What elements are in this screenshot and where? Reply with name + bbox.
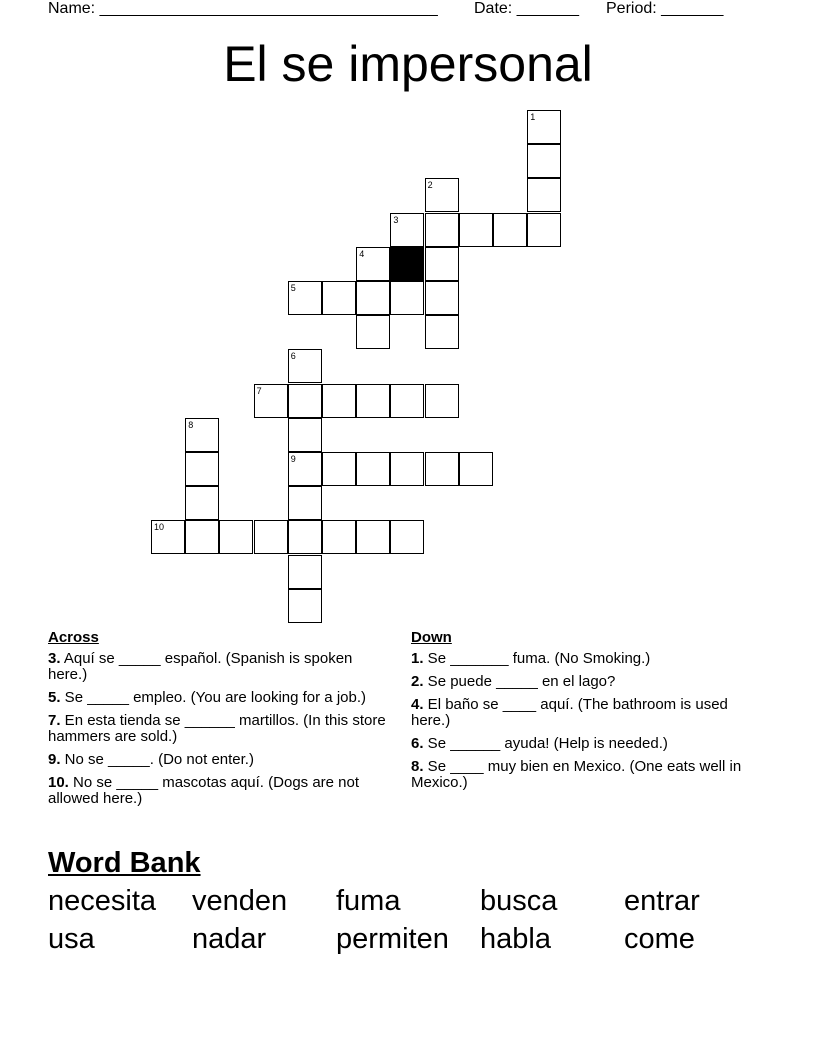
crossword-cell[interactable] <box>527 110 561 144</box>
crossword-cell[interactable] <box>459 213 493 247</box>
word-bank-word: come <box>624 923 695 955</box>
crossword-cell[interactable] <box>425 213 459 247</box>
clue-text: No se _____ mascotas aquí. (Dogs are not allowed here.) <box>48 774 360 807</box>
crossword-cell[interactable] <box>288 555 322 589</box>
clue-number-label: 7 <box>256 385 262 396</box>
clue-number-label: 5 <box>290 283 296 293</box>
crossword-cell[interactable] <box>425 281 459 315</box>
clue-number-label: 1 <box>530 112 536 122</box>
crossword-cell[interactable] <box>459 452 493 486</box>
word-bank-word: nadar <box>192 923 267 955</box>
name-field[interactable]: Name: ______________________________________ <box>48 0 438 17</box>
clue-text: Se puede _____ en el lago? <box>423 673 616 690</box>
crossword-cell[interactable] <box>151 520 185 554</box>
across-heading: Across <box>48 629 99 646</box>
clue-text: Se ______ ayuda! (Help is needed.) <box>423 735 668 752</box>
word-bank-word: usa <box>48 923 95 955</box>
crossword-cell[interactable] <box>425 247 459 281</box>
clue-number: 4. <box>411 696 424 713</box>
across-clue-9 <box>48 752 393 768</box>
crossword-cell[interactable] <box>390 452 424 486</box>
down-clue-4 <box>411 697 756 729</box>
down-clues <box>411 630 756 798</box>
clue-number: 9. <box>48 751 61 768</box>
down-heading: Down <box>411 629 452 646</box>
clue-number-label: 4 <box>359 248 365 259</box>
word-bank-word: permiten <box>336 923 449 955</box>
clue-text: En esta tienda se ______ martillos. (In this store hammers are sold.) <box>48 712 386 745</box>
clue-text: Se _______ fuma. (No Smoking.) <box>423 650 651 667</box>
clue-number-label: 8 <box>188 419 194 430</box>
crossword-cell[interactable] <box>185 486 219 520</box>
crossword-cell[interactable] <box>322 520 356 554</box>
word-bank-word: necesita <box>48 885 157 917</box>
crossword-cell[interactable] <box>288 486 322 520</box>
crossword-cell[interactable] <box>390 213 424 247</box>
crossword-cell[interactable] <box>288 384 322 418</box>
crossword-cell[interactable] <box>185 520 219 554</box>
crossword-cell[interactable] <box>356 315 390 349</box>
clue-number: 3. <box>48 650 61 667</box>
down-clue-2 <box>411 674 756 690</box>
clue-text: Aquí se _____ español. (Spanish is spoken here.) <box>48 650 353 683</box>
crossword-cell[interactable] <box>425 452 459 486</box>
word-bank-word: fuma <box>336 885 401 917</box>
clue-number: 5. <box>48 689 61 706</box>
clue-number: 1. <box>411 650 424 667</box>
crossword-cell[interactable] <box>185 418 219 452</box>
clue-number: 6. <box>411 735 424 752</box>
down-clue-1 <box>411 651 756 667</box>
crossword-cell[interactable] <box>425 178 459 212</box>
word-bank-title: Word Bank <box>48 847 201 879</box>
word-bank-word: habla <box>480 923 551 955</box>
word-bank-word: busca <box>480 885 558 917</box>
clue-number: 10. <box>48 774 69 791</box>
crossword-cell[interactable] <box>527 213 561 247</box>
crossword-cell[interactable] <box>390 520 424 554</box>
down-clue-8 <box>411 759 756 791</box>
crossword-block <box>390 247 424 281</box>
across-clue-5 <box>48 690 393 706</box>
across-clue-10 <box>48 775 393 807</box>
clue-number: 2. <box>411 673 424 690</box>
clue-number: 8. <box>411 758 424 775</box>
crossword-cell[interactable] <box>288 418 322 452</box>
period-field[interactable]: Period: _______ <box>606 0 724 17</box>
crossword-cell[interactable] <box>356 384 390 418</box>
date-field[interactable]: Date: _______ <box>474 0 579 17</box>
crossword-cell[interactable] <box>356 452 390 486</box>
crossword-cell[interactable] <box>425 315 459 349</box>
clue-text: No se _____. (Do not enter.) <box>60 751 254 768</box>
crossword-cell[interactable] <box>322 281 356 315</box>
crossword-cell[interactable] <box>288 281 322 315</box>
across-clue-7 <box>48 713 393 745</box>
clue-text: Se _____ empleo. (You are looking for a job.) <box>60 689 366 706</box>
down-clue-6 <box>411 736 756 752</box>
word-bank <box>48 882 768 958</box>
clue-number-label: 3 <box>393 214 399 225</box>
crossword-cell[interactable] <box>254 384 288 418</box>
crossword-cell[interactable] <box>219 520 253 554</box>
word-bank-row <box>48 920 768 958</box>
across-clues <box>48 630 393 814</box>
crossword-cell[interactable] <box>493 213 527 247</box>
page-title: El se impersonal <box>223 36 593 92</box>
crossword-cell[interactable] <box>356 520 390 554</box>
clue-number-label: 9 <box>290 454 296 464</box>
crossword-cell[interactable] <box>288 349 322 383</box>
clue-number-label: 2 <box>427 180 433 191</box>
student-info-header <box>48 0 768 20</box>
word-bank-row <box>48 882 768 920</box>
crossword-cell[interactable] <box>288 589 322 623</box>
crossword-cell[interactable] <box>527 178 561 212</box>
crossword-cell[interactable] <box>322 452 356 486</box>
crossword-cell[interactable] <box>390 384 424 418</box>
crossword-cell[interactable] <box>425 384 459 418</box>
clue-number-label: 6 <box>290 351 296 362</box>
crossword-cell[interactable] <box>390 281 424 315</box>
clue-text: Se ____ muy bien en Mexico. (One eats well in Mexico.) <box>411 758 742 791</box>
crossword-cell[interactable] <box>356 247 390 281</box>
crossword-cell[interactable] <box>527 144 561 178</box>
clue-text: El baño se ____ aquí. (The bathroom is used here.) <box>411 696 728 729</box>
crossword-cell[interactable] <box>254 520 288 554</box>
across-clue-3 <box>48 651 393 683</box>
word-bank-word: entrar <box>624 885 700 917</box>
crossword-cell[interactable] <box>322 384 356 418</box>
crossword-cell[interactable] <box>288 452 322 486</box>
crossword-cell[interactable] <box>288 520 322 554</box>
crossword-cell[interactable] <box>185 452 219 486</box>
clue-number-label: 10 <box>154 522 165 533</box>
crossword-cell[interactable] <box>356 281 390 315</box>
crossword-grid <box>151 110 536 625</box>
clue-number: 7. <box>48 712 61 729</box>
word-bank-word: venden <box>192 885 288 917</box>
